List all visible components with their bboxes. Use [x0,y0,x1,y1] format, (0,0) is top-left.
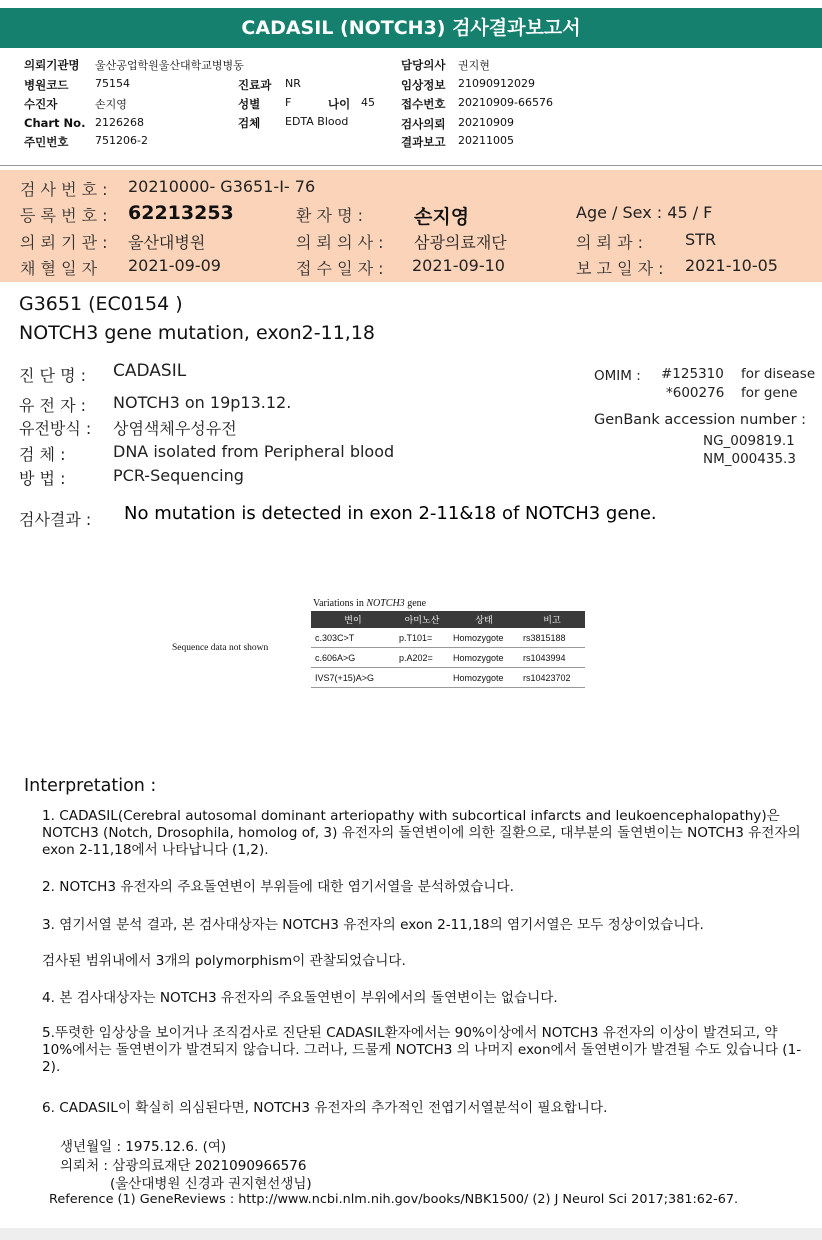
header-value: NR [285,77,301,90]
table-cell: IVS7(+15)A>G [311,668,395,688]
header-value: 75154 [95,77,130,90]
table-row [311,628,585,648]
table-row [311,668,585,688]
omim-label: OMIM : [594,368,641,384]
header-value: 20210909 [458,116,514,129]
interpretation-paragraph-6: 6. CADASIL이 확실히 의심된다면, NOTCH3 유전자의 추가적인 전엽기서열분석이 필요합니다. [42,1100,608,1116]
column-header: 아미노산 [395,611,449,628]
column-header: 상태 [449,611,519,628]
report-date-label: 보 고 일 자 : [576,259,664,278]
table-cell: c.606A>G [311,648,395,668]
column-header: 비고 [519,611,585,628]
test-result: No mutation is detected in exon 2-11&18 of NOTCH3 gene. [124,503,657,524]
interpretation-paragraph-1: 1. CADASIL(Cerebral autosomal dominant arteriopathy with subcortical infarcts and leukoencephalopathy)은 NOTCH3 (Notch, Drosophila, homolog of, 3) 유전자의 돌연변이에 의한 질환으로, 대부분의 돌연변이는 NOTCH3 유전자의 exon 2-11,18에서 나타납니다 (1,2). [42,808,801,858]
header-value: 손지영 [95,98,127,111]
age-sex: Age / Sex : 45 / F [576,203,713,222]
divider [0,165,822,166]
sequence-note: Sequence data not shown [172,643,269,653]
header-label: 성별 [238,97,261,111]
table-header-row [311,611,585,628]
diagnosis: CADASIL [113,361,187,381]
patient-name-label: 환 자 명 : [296,206,364,225]
test-name: NOTCH3 gene mutation, exon2-11,18 [19,322,375,344]
requester-detail: (울산대병원 신경과 권지현선생님) [110,1176,312,1192]
collection-date: 2021-09-09 [128,256,221,275]
reference: Reference (1) GeneReviews : http://www.ncbi.nlm.nih.gov/books/NBK1500/ (2) J Neurol Sci 2017;381:62-67. [49,1192,739,1207]
patient-name: 손지영 [414,206,470,228]
department-label: 의 뢰 과 : [576,233,644,252]
table-cell: Homozygote [449,628,519,648]
variations-title [313,598,426,609]
header-value: 권지현 [458,59,490,72]
omim-gene: *600276 [666,385,725,401]
table-cell: rs3815188 [519,628,585,648]
test-code: G3651 (EC0154 ) [19,293,183,315]
genbank-nm: NM_000435.3 [703,451,796,467]
header-label: 진료과 [238,78,272,92]
variations-title-gene: NOTCH3 [366,598,405,609]
department: STR [685,230,717,249]
institution-label: 의 뢰 기 관 : [20,233,108,252]
variations-title-suffix: gene [404,598,427,609]
test-number-label: 검 사 번 호 : [20,180,108,199]
header-value: 2126268 [95,116,144,129]
header-label: 수진자 [24,97,58,111]
table-cell [395,668,449,688]
table-cell: rs10423702 [519,668,585,688]
header-label: 담당의사 [401,58,446,72]
genbank-label: GenBank accession number : [594,412,807,428]
header-label: 나이 [328,97,351,111]
header-value: 20211005 [458,134,514,147]
table-cell: p.T101= [395,628,449,648]
date-of-birth: 생년월일 : 1975.12.6. (여) [60,1139,227,1155]
header-label: 결과보고 [401,135,446,149]
method-label: 방 법 : [19,469,66,488]
page-bottom-edge [0,1228,822,1240]
requester: 의뢰처 : 삼광의료재단 2021090966576 [60,1158,307,1174]
omim-disease-note: for disease [741,366,816,382]
header-value: 21090912029 [458,77,535,90]
header-value: 울산공업학원울산대학교병병동 [95,59,244,72]
header-value: 751206-2 [95,134,148,147]
header-value: 20210909-66576 [458,96,553,109]
doctor-label: 의 뢰 의 사 : [296,233,384,252]
interpretation-paragraph-2: 2. NOTCH3 유전자의 주요돌연변이 부위들에 대한 염기서열을 분석하였습니다. [42,879,514,895]
header-label: 병원코드 [24,78,69,92]
genbank-ng: NG_009819.1 [703,433,795,449]
report-title: CADASIL (NOTCH3) 검사결과보고서 [0,8,822,48]
interpretation-paragraph-4: 4. 본 검사대상자는 NOTCH3 유전자의 주요돌연변이 부위에서의 돌연변이는 없습니다. [42,990,558,1006]
method: PCR-Sequencing [113,466,244,485]
table-cell: p.A202= [395,648,449,668]
header-value: F [285,96,292,109]
table-cell: Homozygote [449,648,519,668]
variations-table [311,611,585,688]
institution: 울산대병원 [128,233,206,252]
inheritance-label: 유전방식 : [19,419,92,438]
omim-gene-note: for gene [741,385,798,401]
header-label: Chart No. [24,116,86,130]
header-value: EDTA Blood [285,115,349,128]
specimen-label: 검 체 : [19,445,66,464]
doctor: 삼광의료재단 [414,233,507,252]
collection-date-label: 채 혈 일 자 [20,259,98,278]
header-label: 검체 [238,116,261,130]
interpretation-paragraph-5: 5.뚜렷한 임상상을 보이거나 조직검사로 진단된 CADASIL환자에서는 90%이상에서 NOTCH3 유전자의 이상이 발견되고, 약 10%에서는 돌연변이가 발견되지 않습니다. 그러나, 드물게 NOTCH3 의 나머지 exon에서 돌연변이가 발견될 수도 있습니다 (1-2). [42,1025,802,1075]
omim-disease: #125310 [661,366,724,382]
test-number: 20210000- G3651-I- 76 [128,177,316,196]
interpretation-paragraph-3b: 검사된 범위내에서 3개의 polymorphism이 관찰되었습니다. [42,953,406,969]
interpretation-paragraph-3: 3. 염기서열 분석 결과, 본 검사대상자는 NOTCH3 유전자의 exon 2-11,18의 염기서열은 모두 정상이었습니다. [42,917,704,933]
variations-title-prefix: Variations in [313,598,367,609]
header-label: 주민번호 [24,135,69,149]
table-cell: c.303C>T [311,628,395,648]
inheritance: 상염색체우성유전 [113,419,237,438]
result-label: 검사결과 : [19,510,92,529]
table-cell: rs1043994 [519,648,585,668]
specimen: DNA isolated from Peripheral blood [113,442,395,461]
receipt-date-label: 접 수 일 자 : [296,259,384,278]
header-label: 임상정보 [401,78,446,92]
gene-label: 유 전 자 : [19,396,87,415]
header-label: 검사의뢰 [401,117,446,131]
header-label: 접수번호 [401,97,446,111]
diagnosis-label: 진 단 명 : [19,366,87,385]
report-date: 2021-10-05 [685,256,778,275]
gene: NOTCH3 on 19p13.12. [113,393,292,412]
header-value: 45 [361,96,375,109]
column-header: 변이 [311,611,395,628]
header-label: 의뢰기관명 [24,58,80,72]
registration-number-label: 등 록 번 호 : [20,206,108,225]
receipt-date: 2021-09-10 [412,256,505,275]
interpretation-title: Interpretation : [24,776,157,796]
table-row [311,648,585,668]
table-cell: Homozygote [449,668,519,688]
registration-number: 62213253 [128,202,234,224]
